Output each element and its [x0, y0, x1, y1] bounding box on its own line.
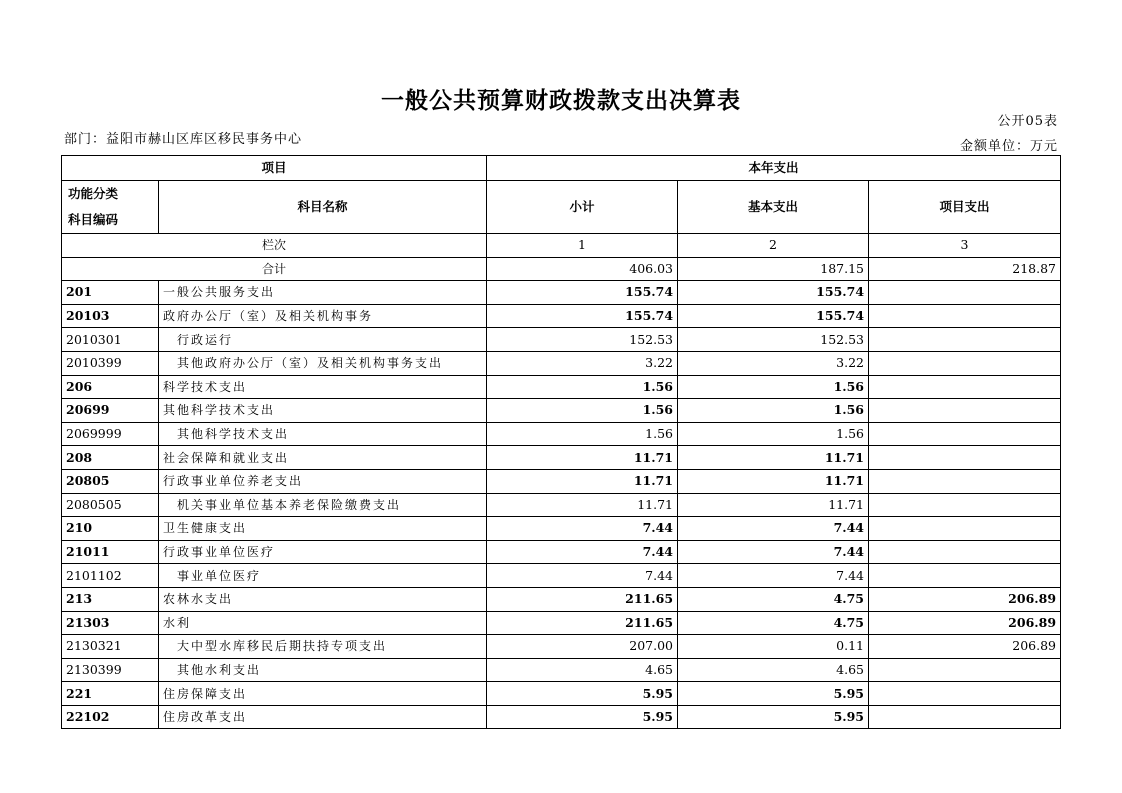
row-basic: 11.71	[678, 469, 869, 493]
legend-col-2: 2	[678, 234, 869, 258]
row-subtotal: 5.95	[487, 682, 678, 706]
row-code: 2080505	[62, 493, 159, 517]
row-subtotal: 7.44	[487, 564, 678, 588]
row-project	[869, 281, 1061, 305]
row-project	[869, 705, 1061, 729]
row-project	[869, 682, 1061, 706]
table-row	[62, 351, 1061, 375]
legend-label: 栏次	[62, 234, 487, 258]
form-number: 公开05表	[997, 114, 1058, 129]
row-subtotal: 211.65	[487, 587, 678, 611]
row-project	[869, 469, 1061, 493]
row-code: 2010399	[62, 351, 159, 375]
header-project: 项目支出	[869, 181, 1061, 234]
header-row-2	[62, 181, 1061, 234]
row-basic: 155.74	[678, 281, 869, 305]
row-basic: 5.95	[678, 705, 869, 729]
row-project: 206.89	[869, 635, 1061, 659]
row-subtotal: 152.53	[487, 328, 678, 352]
row-name: 其他科学技术支出	[159, 422, 487, 446]
row-basic: 4.75	[678, 611, 869, 635]
table-row	[62, 682, 1061, 706]
row-basic: 5.95	[678, 682, 869, 706]
row-basic: 1.56	[678, 375, 869, 399]
row-name: 住房改革支出	[159, 705, 487, 729]
row-subtotal: 1.56	[487, 422, 678, 446]
table-row	[62, 635, 1061, 659]
row-name: 其他水利支出	[159, 658, 487, 682]
row-subtotal: 11.71	[487, 493, 678, 517]
header-basic: 基本支出	[678, 181, 869, 234]
row-subtotal: 3.22	[487, 351, 678, 375]
header-item: 项目	[62, 156, 487, 181]
legend-col-3: 3	[869, 234, 1061, 258]
table-row	[62, 611, 1061, 635]
row-project: 206.89	[869, 611, 1061, 635]
row-basic: 0.11	[678, 635, 869, 659]
table-row	[62, 446, 1061, 470]
row-name: 事业单位医疗	[159, 564, 487, 588]
row-project	[869, 540, 1061, 564]
row-name: 卫生健康支出	[159, 517, 487, 541]
row-code: 20699	[62, 399, 159, 423]
row-subtotal: 4.65	[487, 658, 678, 682]
row-subtotal: 211.65	[487, 611, 678, 635]
row-subtotal: 207.00	[487, 635, 678, 659]
unit-label: 金额单位：万元	[959, 139, 1058, 154]
row-basic: 4.75	[678, 587, 869, 611]
header-subject-name: 科目名称	[159, 181, 487, 234]
row-basic: 3.22	[678, 351, 869, 375]
row-name: 其他科学技术支出	[159, 399, 487, 423]
row-subtotal: 1.56	[487, 399, 678, 423]
row-name: 其他政府办公厅（室）及相关机构事务支出	[159, 351, 487, 375]
table-row	[62, 564, 1061, 588]
table-row	[62, 304, 1061, 328]
row-name: 行政事业单位养老支出	[159, 469, 487, 493]
row-project	[869, 399, 1061, 423]
total-basic: 187.15	[678, 257, 869, 281]
row-subtotal: 5.95	[487, 705, 678, 729]
table-row	[62, 705, 1061, 729]
total-project: 218.87	[869, 257, 1061, 281]
legend-row	[62, 234, 1061, 258]
row-code: 2010301	[62, 328, 159, 352]
table-row	[62, 399, 1061, 423]
row-project	[869, 446, 1061, 470]
row-project	[869, 351, 1061, 375]
row-basic: 11.71	[678, 493, 869, 517]
row-code: 20805	[62, 469, 159, 493]
row-code: 208	[62, 446, 159, 470]
table-row	[62, 540, 1061, 564]
row-subtotal: 7.44	[487, 517, 678, 541]
header-subtotal: 小计	[487, 181, 678, 234]
row-name: 行政事业单位医疗	[159, 540, 487, 564]
header-code-line1: 功能分类	[68, 186, 119, 201]
row-code: 2130399	[62, 658, 159, 682]
row-name: 科学技术支出	[159, 375, 487, 399]
table-row	[62, 469, 1061, 493]
row-code: 21303	[62, 611, 159, 635]
row-code: 2069999	[62, 422, 159, 446]
row-code: 2101102	[62, 564, 159, 588]
row-name: 机关事业单位基本养老保险缴费支出	[159, 493, 487, 517]
row-basic: 152.53	[678, 328, 869, 352]
header-code-line2: 科目编码	[68, 212, 119, 227]
row-subtotal: 155.74	[487, 304, 678, 328]
row-name: 政府办公厅（室）及相关机构事务	[159, 304, 487, 328]
table-row	[62, 587, 1061, 611]
header-code	[62, 181, 159, 234]
row-name: 农林水支出	[159, 587, 487, 611]
row-project	[869, 493, 1061, 517]
row-code: 22102	[62, 705, 159, 729]
legend-col-1: 1	[487, 234, 678, 258]
row-basic: 7.44	[678, 540, 869, 564]
table-row	[62, 281, 1061, 305]
total-row	[62, 257, 1061, 281]
header-row-1	[62, 156, 1061, 181]
row-name: 住房保障支出	[159, 682, 487, 706]
row-subtotal: 11.71	[487, 469, 678, 493]
row-subtotal: 1.56	[487, 375, 678, 399]
row-name: 水利	[159, 611, 487, 635]
row-basic: 4.65	[678, 658, 869, 682]
table-row	[62, 422, 1061, 446]
row-project	[869, 328, 1061, 352]
table-row	[62, 493, 1061, 517]
row-code: 213	[62, 587, 159, 611]
row-project	[869, 517, 1061, 541]
row-subtotal: 11.71	[487, 446, 678, 470]
row-basic: 1.56	[678, 399, 869, 423]
row-basic: 7.44	[678, 564, 869, 588]
row-code: 206	[62, 375, 159, 399]
total-subtotal: 406.03	[487, 257, 678, 281]
table-row	[62, 658, 1061, 682]
row-code: 210	[62, 517, 159, 541]
row-project	[869, 422, 1061, 446]
table-row	[62, 517, 1061, 541]
row-project: 206.89	[869, 587, 1061, 611]
total-label: 合计	[62, 257, 487, 281]
row-name: 行政运行	[159, 328, 487, 352]
row-basic: 1.56	[678, 422, 869, 446]
row-project	[869, 375, 1061, 399]
row-code: 2130321	[62, 635, 159, 659]
row-name: 大中型水库移民后期扶持专项支出	[159, 635, 487, 659]
table-row	[62, 375, 1061, 399]
table-row	[62, 328, 1061, 352]
budget-table	[61, 155, 1061, 729]
row-project	[869, 304, 1061, 328]
row-code: 221	[62, 682, 159, 706]
row-name: 社会保障和就业支出	[159, 446, 487, 470]
header-current-year: 本年支出	[487, 156, 1061, 181]
row-subtotal: 7.44	[487, 540, 678, 564]
page-title: 一般公共预算财政拨款支出决算表	[381, 88, 741, 114]
row-basic: 155.74	[678, 304, 869, 328]
row-code: 21011	[62, 540, 159, 564]
row-subtotal: 155.74	[487, 281, 678, 305]
row-basic: 11.71	[678, 446, 869, 470]
department-label: 部门：益阳市赫山区库区移民事务中心	[64, 132, 303, 147]
row-project	[869, 564, 1061, 588]
row-name: 一般公共服务支出	[159, 281, 487, 305]
row-project	[869, 658, 1061, 682]
row-code: 201	[62, 281, 159, 305]
row-basic: 7.44	[678, 517, 869, 541]
row-code: 20103	[62, 304, 159, 328]
